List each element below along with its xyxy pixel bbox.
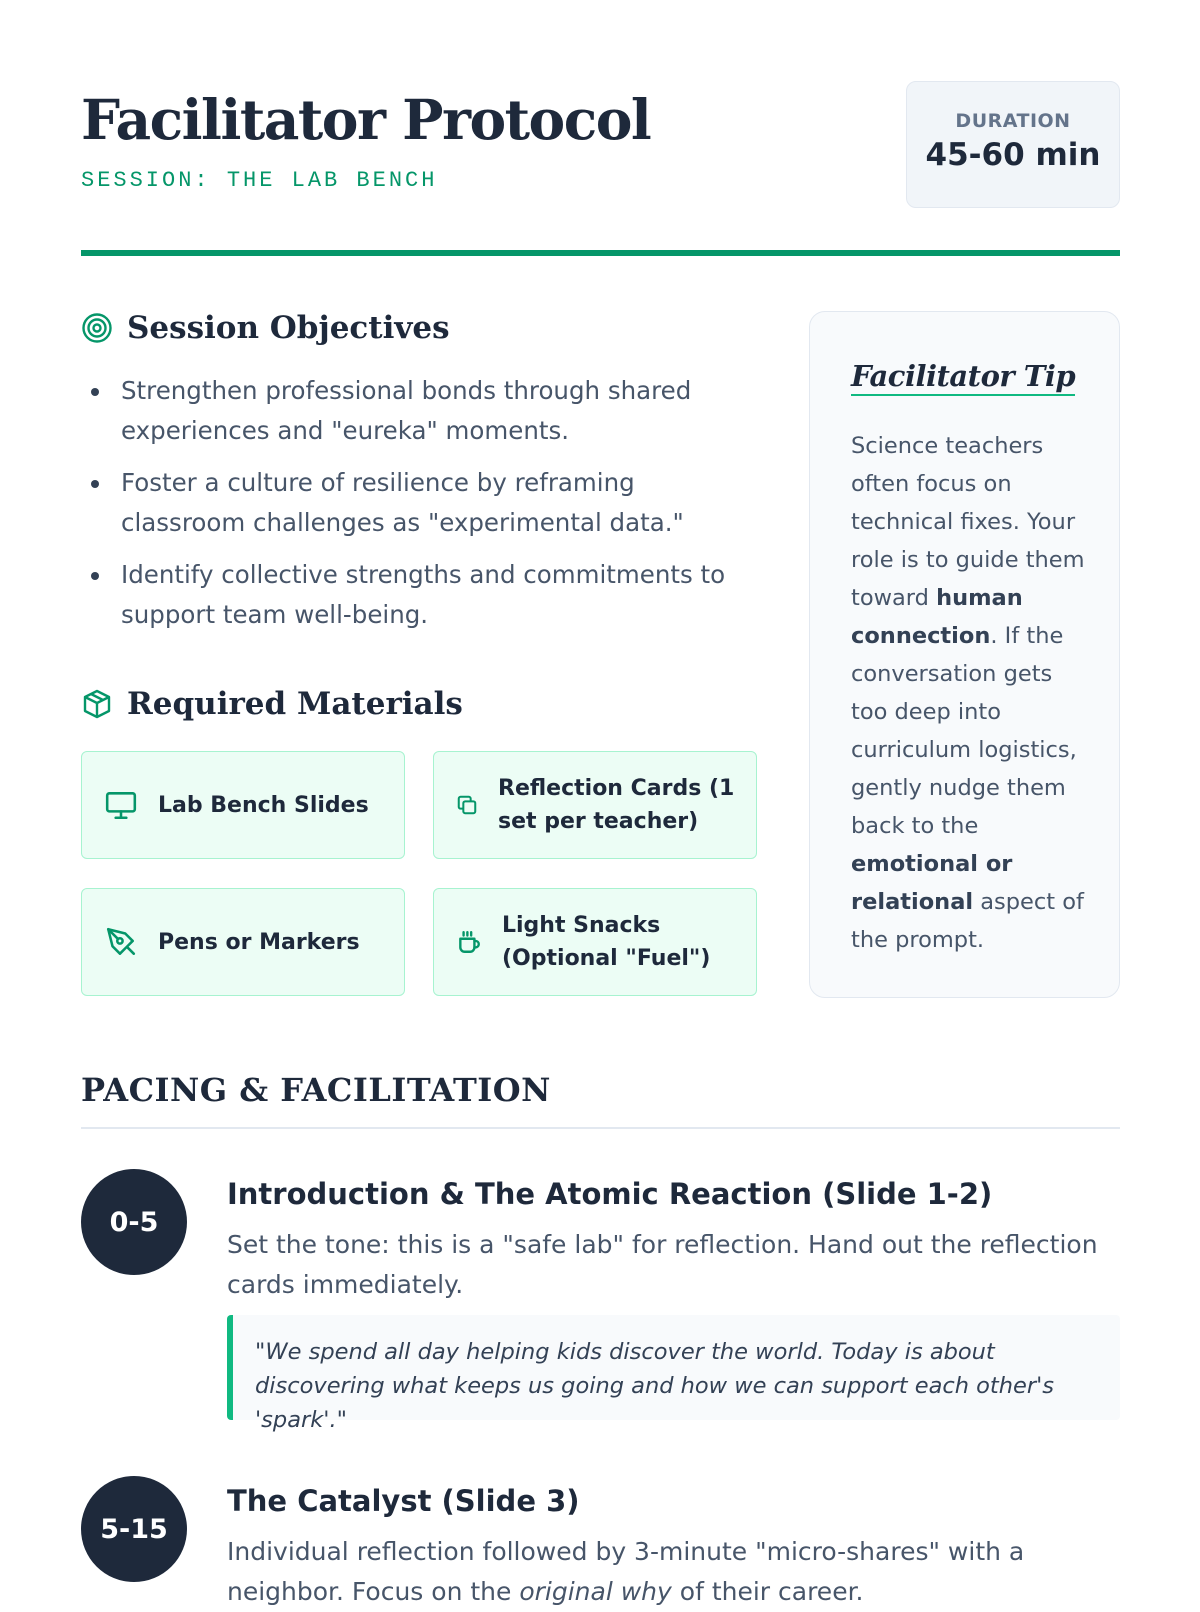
step-text-part: Individual reflection followed by 3-minute "micro-shares" with a neighbor. Focus on the bbox=[227, 1537, 1025, 1606]
materials-grid bbox=[81, 751, 756, 997]
page-header bbox=[81, 80, 1120, 255]
package-icon bbox=[81, 688, 113, 720]
page-title: Facilitator Protocol bbox=[81, 87, 651, 152]
step-emphasis: original why bbox=[519, 1577, 672, 1606]
materials-title: Required Materials bbox=[127, 686, 463, 722]
step-title: Introduction & The Atomic Reaction (Slide 1-2) bbox=[227, 1177, 993, 1211]
step-description bbox=[227, 1532, 1120, 1612]
tip-title: Facilitator Tip bbox=[851, 358, 1075, 396]
tip-text-part: Science teachers often focus on technical fixes. Your role is to guide them toward bbox=[851, 433, 1085, 611]
copy-icon bbox=[456, 794, 478, 816]
duration-value: 45-60 min bbox=[925, 137, 1101, 173]
tip-text bbox=[851, 427, 1091, 959]
pen-icon bbox=[104, 925, 138, 959]
facilitator-tip-card bbox=[809, 311, 1120, 998]
facilitator-quote: "We spend all day helping kids discover the world. Today is about discovering what keeps us going and how we can support each other's 'spark'." bbox=[227, 1315, 1120, 1420]
material-label: Reflection Cards (1 set per teacher) bbox=[498, 776, 735, 834]
material-label: Lab Bench Slides bbox=[158, 792, 369, 818]
step-description: Set the tone: this is a "safe lab" for reflection. Hand out the reflection cards immediately. bbox=[227, 1230, 1098, 1299]
material-card bbox=[81, 888, 405, 996]
monitor-icon bbox=[104, 788, 138, 822]
target-icon bbox=[81, 312, 113, 344]
tip-text-part: . If the conversation gets too deep into curriculum logistics, gently nudge them back to the bbox=[851, 623, 1077, 839]
material-card bbox=[433, 888, 757, 996]
time-badge: 0-5 bbox=[81, 1169, 187, 1275]
objective-item: Strengthen professional bonds through shared experiences and "eureka" moments. bbox=[81, 371, 761, 451]
coffee-icon bbox=[456, 929, 482, 955]
time-badge: 5-15 bbox=[81, 1476, 187, 1582]
material-label: Pens or Markers bbox=[158, 929, 360, 955]
duration-label: DURATION bbox=[955, 110, 1071, 132]
objectives-list bbox=[81, 371, 761, 647]
materials-heading bbox=[81, 686, 463, 722]
pacing-heading: PACING & FACILITATION bbox=[81, 1071, 551, 1109]
material-card bbox=[433, 751, 757, 859]
session-subtitle: SESSION: THE LAB BENCH bbox=[81, 168, 438, 193]
material-card bbox=[81, 751, 405, 859]
objective-item: Identify collective strengths and commitments to support team well-being. bbox=[81, 555, 761, 635]
objective-item: Foster a culture of resilience by reframing classroom challenges as "experimental data." bbox=[81, 463, 761, 543]
header-divider bbox=[81, 250, 1120, 256]
tip-emphasis: human connection bbox=[851, 585, 1023, 649]
tip-emphasis: emotional or relational bbox=[851, 851, 1013, 915]
material-label: Light Snacks (Optional "Fuel") bbox=[502, 913, 711, 971]
objectives-heading bbox=[81, 310, 450, 346]
duration-card bbox=[906, 81, 1120, 208]
step-text-part: of their career. bbox=[671, 1577, 864, 1606]
step-title: The Catalyst (Slide 3) bbox=[227, 1484, 580, 1518]
objectives-title: Session Objectives bbox=[127, 310, 450, 346]
tip-text-part: aspect of the prompt. bbox=[851, 889, 1084, 953]
pacing-divider bbox=[81, 1127, 1120, 1129]
